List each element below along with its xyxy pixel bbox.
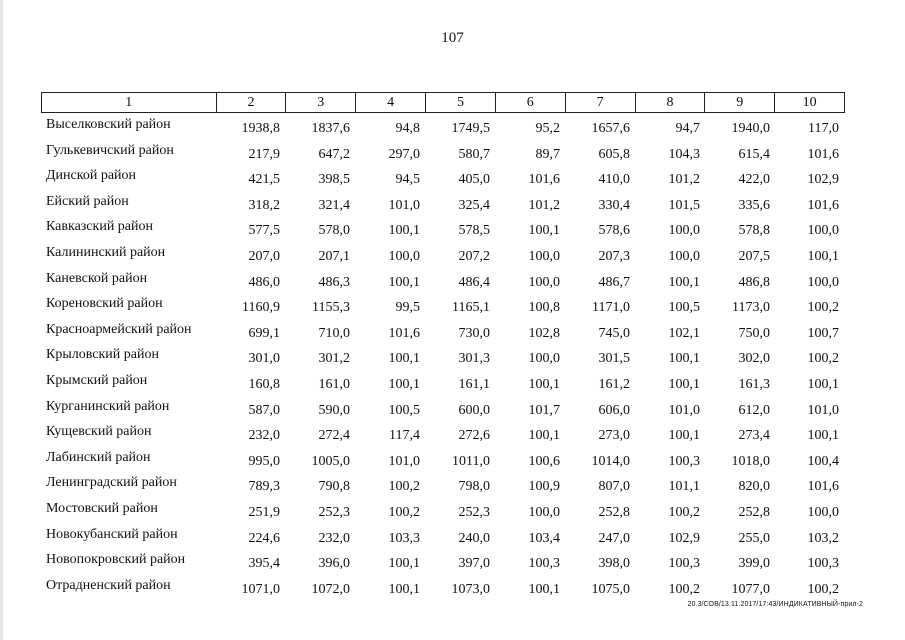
value-cell: 100,2 (807, 581, 839, 597)
value-cell: 606,0 (598, 402, 630, 418)
page-edge-shadow (0, 0, 3, 640)
column-header-10: 10 (802, 95, 817, 110)
value-cell: 1837,6 (311, 121, 350, 136)
value-cell: 95,2 (535, 121, 560, 136)
value-cell: 100,3 (528, 556, 560, 572)
value-cell: 255,0 (738, 530, 770, 546)
value-cell: 1075,0 (591, 581, 630, 597)
table-row (41, 396, 845, 422)
value-cell: 580,7 (458, 146, 490, 162)
value-cell: 100,1 (668, 376, 700, 392)
value-cell: 301,2 (318, 351, 350, 367)
value-cell: 94,7 (675, 121, 700, 136)
table-row (41, 319, 845, 345)
value-cell: 100,1 (388, 581, 420, 597)
value-cell: 100,9 (528, 479, 560, 495)
value-cell: 100,0 (528, 504, 560, 520)
value-cell: 101,5 (668, 197, 700, 213)
value-cell: 486,0 (248, 274, 280, 290)
value-cell: 587,0 (248, 402, 280, 418)
column-header-9: 9 (705, 93, 775, 112)
value-cell: 1657,6 (591, 121, 630, 136)
value-cell: 1173,0 (732, 300, 770, 316)
value-cell: 103,2 (807, 530, 839, 546)
value-cell: 100,1 (388, 376, 420, 392)
value-cell: 318,2 (248, 197, 280, 213)
value-cell: 252,8 (598, 504, 630, 520)
value-cell: 605,8 (598, 146, 630, 162)
value-cell: 301,5 (598, 351, 630, 367)
value-cell: 710,0 (318, 325, 350, 341)
value-cell: 325,4 (458, 197, 490, 213)
value-cell: 100,3 (668, 453, 700, 469)
table-row (41, 498, 845, 524)
value-cell: 1165,1 (452, 300, 490, 316)
value-cell: 486,3 (318, 274, 350, 290)
table-header-row (41, 92, 845, 113)
value-cell: 273,4 (738, 428, 770, 444)
table-row (41, 216, 845, 242)
value-cell: 100,7 (807, 325, 839, 341)
value-cell: 330,4 (598, 197, 630, 213)
value-cell: 232,0 (248, 428, 280, 444)
value-cell: 102,1 (668, 325, 700, 341)
table-row (41, 242, 845, 268)
table-body (41, 114, 845, 600)
value-cell: 272,6 (458, 428, 490, 444)
value-cell: 396,0 (318, 556, 350, 572)
value-cell: 807,0 (598, 479, 630, 495)
value-cell: 100,1 (388, 274, 420, 290)
value-cell: 321,4 (318, 197, 350, 213)
value-cell: 161,3 (738, 376, 770, 392)
value-cell: 101,1 (668, 479, 700, 495)
value-cell: 995,0 (248, 453, 280, 469)
table-row (41, 344, 845, 370)
value-cell: 101,6 (807, 146, 839, 162)
value-cell: 100,0 (528, 351, 560, 367)
value-cell: 1155,3 (312, 300, 350, 316)
column-header-7: 7 (566, 93, 636, 112)
value-cell: 590,0 (318, 402, 350, 418)
value-cell: 100,1 (388, 556, 420, 572)
value-cell: 100,1 (528, 223, 560, 239)
value-cell: 101,6 (807, 197, 839, 213)
value-cell: 100,1 (807, 376, 839, 392)
value-cell: 297,0 (388, 146, 420, 162)
district-name: Отрадненский район (46, 577, 171, 593)
value-cell: 486,4 (458, 274, 490, 290)
value-cell: 100,3 (668, 556, 700, 572)
table-row (41, 370, 845, 396)
value-cell: 161,2 (598, 376, 630, 392)
district-name: Новопокровский район (46, 552, 186, 568)
value-cell: 101,6 (528, 172, 560, 188)
value-cell: 94,8 (395, 121, 420, 136)
district-name: Динской район (46, 168, 137, 184)
district-name: Курганинский район (46, 398, 170, 414)
value-cell: 101,6 (807, 479, 839, 495)
table-row (41, 140, 845, 166)
value-cell: 100,0 (807, 504, 839, 520)
value-cell: 421,5 (248, 172, 280, 188)
value-cell: 100,0 (528, 248, 560, 264)
value-cell: 1011,0 (452, 453, 490, 469)
value-cell: 101,6 (388, 325, 420, 341)
value-cell: 100,1 (528, 376, 560, 392)
table-row (41, 421, 845, 447)
value-cell: 102,8 (528, 325, 560, 341)
value-cell: 100,2 (668, 581, 700, 597)
value-cell: 1749,5 (451, 121, 490, 136)
value-cell: 422,0 (738, 172, 770, 188)
district-name: Мостовский район (46, 500, 158, 516)
table-row (41, 549, 845, 575)
value-cell: 301,3 (458, 351, 490, 367)
value-cell: 207,5 (738, 248, 770, 264)
value-cell: 577,5 (248, 223, 280, 239)
value-cell: 100,1 (668, 351, 700, 367)
value-cell: 104,3 (668, 146, 700, 162)
value-cell: 405,0 (458, 172, 490, 188)
value-cell: 399,0 (738, 556, 770, 572)
value-cell: 1073,0 (451, 581, 490, 597)
value-cell: 600,0 (458, 402, 490, 418)
value-cell: 252,8 (738, 504, 770, 520)
value-cell: 612,0 (738, 402, 770, 418)
footer-document-code: 20.3/СОВ/13.11.2017/17:43/ИНДИКАТИВНЫЙ-прил-2 (687, 601, 863, 608)
value-cell: 161,0 (318, 376, 350, 392)
district-name: Кавказский район (46, 219, 154, 235)
value-cell: 117,0 (808, 121, 839, 136)
district-name: Лабинский район (46, 449, 151, 465)
value-cell: 101,0 (668, 402, 700, 418)
value-cell: 395,4 (248, 556, 280, 572)
value-cell: 117,4 (389, 428, 420, 444)
table-row (41, 575, 845, 601)
district-name: Ленинградский район (46, 475, 177, 491)
value-cell: 1072,0 (311, 581, 350, 597)
value-cell: 252,3 (458, 504, 490, 520)
value-cell: 578,0 (318, 223, 350, 239)
value-cell: 647,2 (318, 146, 350, 162)
value-cell: 247,0 (598, 530, 630, 546)
value-cell: 1171,0 (592, 300, 630, 316)
value-cell: 240,0 (458, 530, 490, 546)
value-cell: 578,6 (598, 223, 630, 239)
district-name: Калининский район (46, 244, 166, 260)
column-header-8: 8 (636, 93, 706, 112)
value-cell: 486,7 (598, 274, 630, 290)
district-name: Крыловский район (46, 347, 159, 363)
column-header-2: 2 (217, 93, 287, 112)
table-row (41, 165, 845, 191)
value-cell: 410,0 (598, 172, 630, 188)
value-cell: 750,0 (738, 325, 770, 341)
value-cell: 100,0 (807, 274, 839, 290)
column-header-3: 3 (286, 93, 356, 112)
value-cell: 100,2 (807, 351, 839, 367)
value-cell: 798,0 (458, 479, 490, 495)
value-cell: 335,6 (738, 197, 770, 213)
value-cell: 100,4 (807, 453, 839, 469)
value-cell: 1938,8 (241, 121, 280, 136)
column-header-1: 1 (42, 93, 217, 112)
value-cell: 217,9 (248, 146, 280, 162)
value-cell: 251,9 (248, 504, 280, 520)
value-cell: 207,2 (458, 248, 490, 264)
value-cell: 578,5 (458, 223, 490, 239)
table-row (41, 293, 845, 319)
value-cell: 100,1 (668, 274, 700, 290)
value-cell: 101,0 (388, 197, 420, 213)
value-cell: 207,3 (598, 248, 630, 264)
district-name: Выселковский район (46, 117, 171, 132)
value-cell: 100,2 (388, 479, 420, 495)
district-name: Гулькевичский район (46, 142, 174, 158)
table-row (41, 472, 845, 498)
value-cell: 101,0 (807, 402, 839, 418)
value-cell: 100,1 (388, 223, 420, 239)
column-header-6: 6 (496, 93, 566, 112)
value-cell: 100,1 (388, 351, 420, 367)
value-cell: 101,0 (388, 453, 420, 469)
value-cell: 101,2 (528, 197, 560, 213)
district-name: Новокубанский район (46, 526, 178, 542)
value-cell: 100,1 (528, 428, 560, 444)
value-cell: 1005,0 (311, 453, 350, 469)
column-header-4: 4 (356, 93, 426, 112)
value-cell: 1160,9 (242, 300, 280, 316)
value-cell: 100,1 (668, 428, 700, 444)
value-cell: 232,0 (318, 530, 350, 546)
value-cell: 745,0 (598, 325, 630, 341)
value-cell: 1071,0 (241, 581, 280, 597)
value-cell: 272,4 (318, 428, 350, 444)
value-cell: 224,6 (248, 530, 280, 546)
value-cell: 103,3 (388, 530, 420, 546)
value-cell: 398,0 (598, 556, 630, 572)
value-cell: 100,1 (528, 581, 560, 597)
table-row (41, 524, 845, 550)
value-cell: 207,0 (248, 248, 280, 264)
value-cell: 89,7 (535, 146, 560, 162)
value-cell: 101,2 (668, 172, 700, 188)
value-cell: 100,2 (388, 504, 420, 520)
value-cell: 730,0 (458, 325, 490, 341)
district-name: Кущевский район (46, 424, 152, 440)
value-cell: 100,1 (807, 428, 839, 444)
value-cell: 161,1 (458, 376, 490, 392)
value-cell: 100,6 (528, 453, 560, 469)
value-cell: 99,5 (395, 300, 420, 316)
value-cell: 101,7 (528, 402, 560, 418)
district-name: Красноармейский район (46, 321, 192, 337)
value-cell: 100,0 (388, 248, 420, 264)
value-cell: 302,0 (738, 351, 770, 367)
value-cell: 100,3 (807, 556, 839, 572)
value-cell: 100,0 (668, 223, 700, 239)
value-cell: 100,0 (528, 274, 560, 290)
value-cell: 578,8 (738, 223, 770, 239)
value-cell: 100,8 (528, 300, 560, 316)
table-row (41, 191, 845, 217)
value-cell: 100,5 (388, 402, 420, 418)
table-row (41, 447, 845, 473)
value-cell: 103,4 (528, 530, 560, 546)
value-cell: 1077,0 (731, 581, 770, 597)
value-cell: 301,0 (248, 351, 280, 367)
district-name: Каневской район (46, 270, 148, 286)
value-cell: 100,0 (807, 223, 839, 239)
value-cell: 398,5 (318, 172, 350, 188)
value-cell: 790,8 (318, 479, 350, 495)
value-cell: 100,2 (668, 504, 700, 520)
column-header-5: 5 (426, 93, 496, 112)
district-name: Крымский район (46, 372, 148, 388)
value-cell: 252,3 (318, 504, 350, 520)
value-cell: 1014,0 (591, 453, 630, 469)
page-number: 107 (441, 30, 464, 46)
value-cell: 615,4 (738, 146, 770, 162)
value-cell: 699,1 (248, 325, 280, 341)
value-cell: 1018,0 (731, 453, 770, 469)
value-cell: 273,0 (598, 428, 630, 444)
table-row (41, 268, 845, 294)
table-row (41, 114, 845, 140)
value-cell: 820,0 (738, 479, 770, 495)
district-name: Ейский район (46, 193, 129, 209)
value-cell: 207,1 (318, 248, 350, 264)
value-cell: 160,8 (248, 376, 280, 392)
district-name: Кореновский район (46, 296, 163, 312)
value-cell: 100,2 (807, 300, 839, 316)
value-cell: 100,5 (668, 300, 700, 316)
value-cell: 102,9 (807, 172, 839, 188)
value-cell: 102,9 (668, 530, 700, 546)
value-cell: 100,0 (668, 248, 700, 264)
value-cell: 94,5 (395, 172, 420, 188)
value-cell: 397,0 (458, 556, 490, 572)
value-cell: 789,3 (248, 479, 280, 495)
value-cell: 486,8 (738, 274, 770, 290)
value-cell: 1940,0 (731, 121, 770, 136)
value-cell: 100,1 (807, 248, 839, 264)
